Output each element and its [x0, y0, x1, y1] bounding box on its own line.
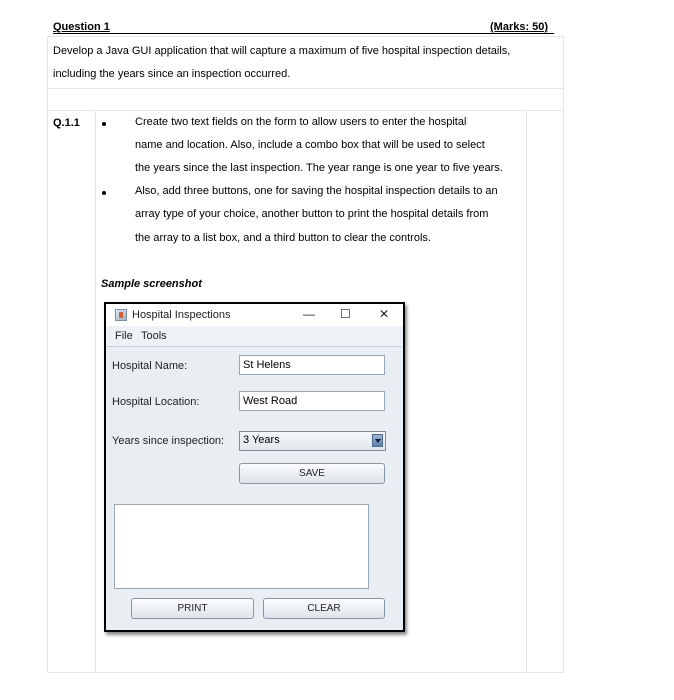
years-combo-box[interactable] [239, 431, 386, 451]
table-rule [47, 110, 564, 111]
sample-screenshot-label: Sample screenshot [101, 278, 202, 290]
bullet1-line: name and location. Also, include a combo box that will be used to select [135, 139, 485, 151]
intro-line-2: including the years since an inspection occurred. [53, 68, 291, 80]
question-title: Question 1 [53, 21, 110, 33]
java-app-icon [115, 309, 127, 321]
header-underline [53, 33, 554, 34]
print-button[interactable]: PRINT [131, 598, 254, 619]
table-rule [95, 110, 96, 673]
bullet1-line: the years since the last inspection. The year range is one year to five years. [135, 162, 503, 174]
intro-line-1: Develop a Java GUI application that will capture a maximum of five hospital inspection details, [53, 45, 511, 57]
table-rule [47, 88, 564, 89]
table-rule [47, 36, 48, 673]
bullet-dot [102, 191, 106, 195]
hospital-location-input[interactable]: West Road [239, 391, 385, 411]
clear-button[interactable]: CLEAR [263, 598, 385, 619]
hospital-list-box[interactable] [114, 504, 369, 589]
bullet-dot [102, 122, 106, 126]
save-button[interactable]: SAVE [239, 463, 385, 484]
chevron-down-icon[interactable] [372, 434, 383, 447]
table-rule [526, 110, 527, 673]
title-bar[interactable] [106, 304, 403, 326]
bullet2-line: Also, add three buttons, one for saving the hospital inspection details to an [135, 185, 498, 197]
menu-bar [106, 326, 403, 347]
close-icon[interactable]: ✕ [379, 307, 390, 321]
bullet2-line: the array to a list box, and a third button to clear the controls. [135, 232, 431, 244]
years-since-inspection-label: Years since inspection: [112, 435, 225, 447]
table-rule [47, 36, 564, 37]
table-rule [47, 672, 564, 673]
table-rule [563, 36, 564, 673]
years-combo-value: 3 Years [243, 434, 280, 446]
bullet2-line: array type of your choice, another button to print the hospital details from [135, 208, 489, 220]
hospital-name-input[interactable]: St Helens [239, 355, 385, 375]
bullet1-line: Create two text fields on the form to allow users to enter the hospital [135, 116, 467, 128]
hospital-location-label: Hospital Location: [112, 396, 200, 408]
maximize-icon[interactable]: ☐ [340, 307, 351, 321]
menu-file[interactable]: File [115, 330, 133, 342]
hospital-name-label: Hospital Name: [112, 360, 188, 372]
window-title: Hospital Inspections [132, 309, 231, 321]
section-label: Q.1.1 [53, 117, 80, 129]
marks-label: (Marks: 50) [490, 21, 549, 33]
hospital-inspections-window [104, 302, 405, 632]
minimize-icon[interactable]: — [303, 307, 315, 321]
menu-tools[interactable]: Tools [141, 330, 167, 342]
